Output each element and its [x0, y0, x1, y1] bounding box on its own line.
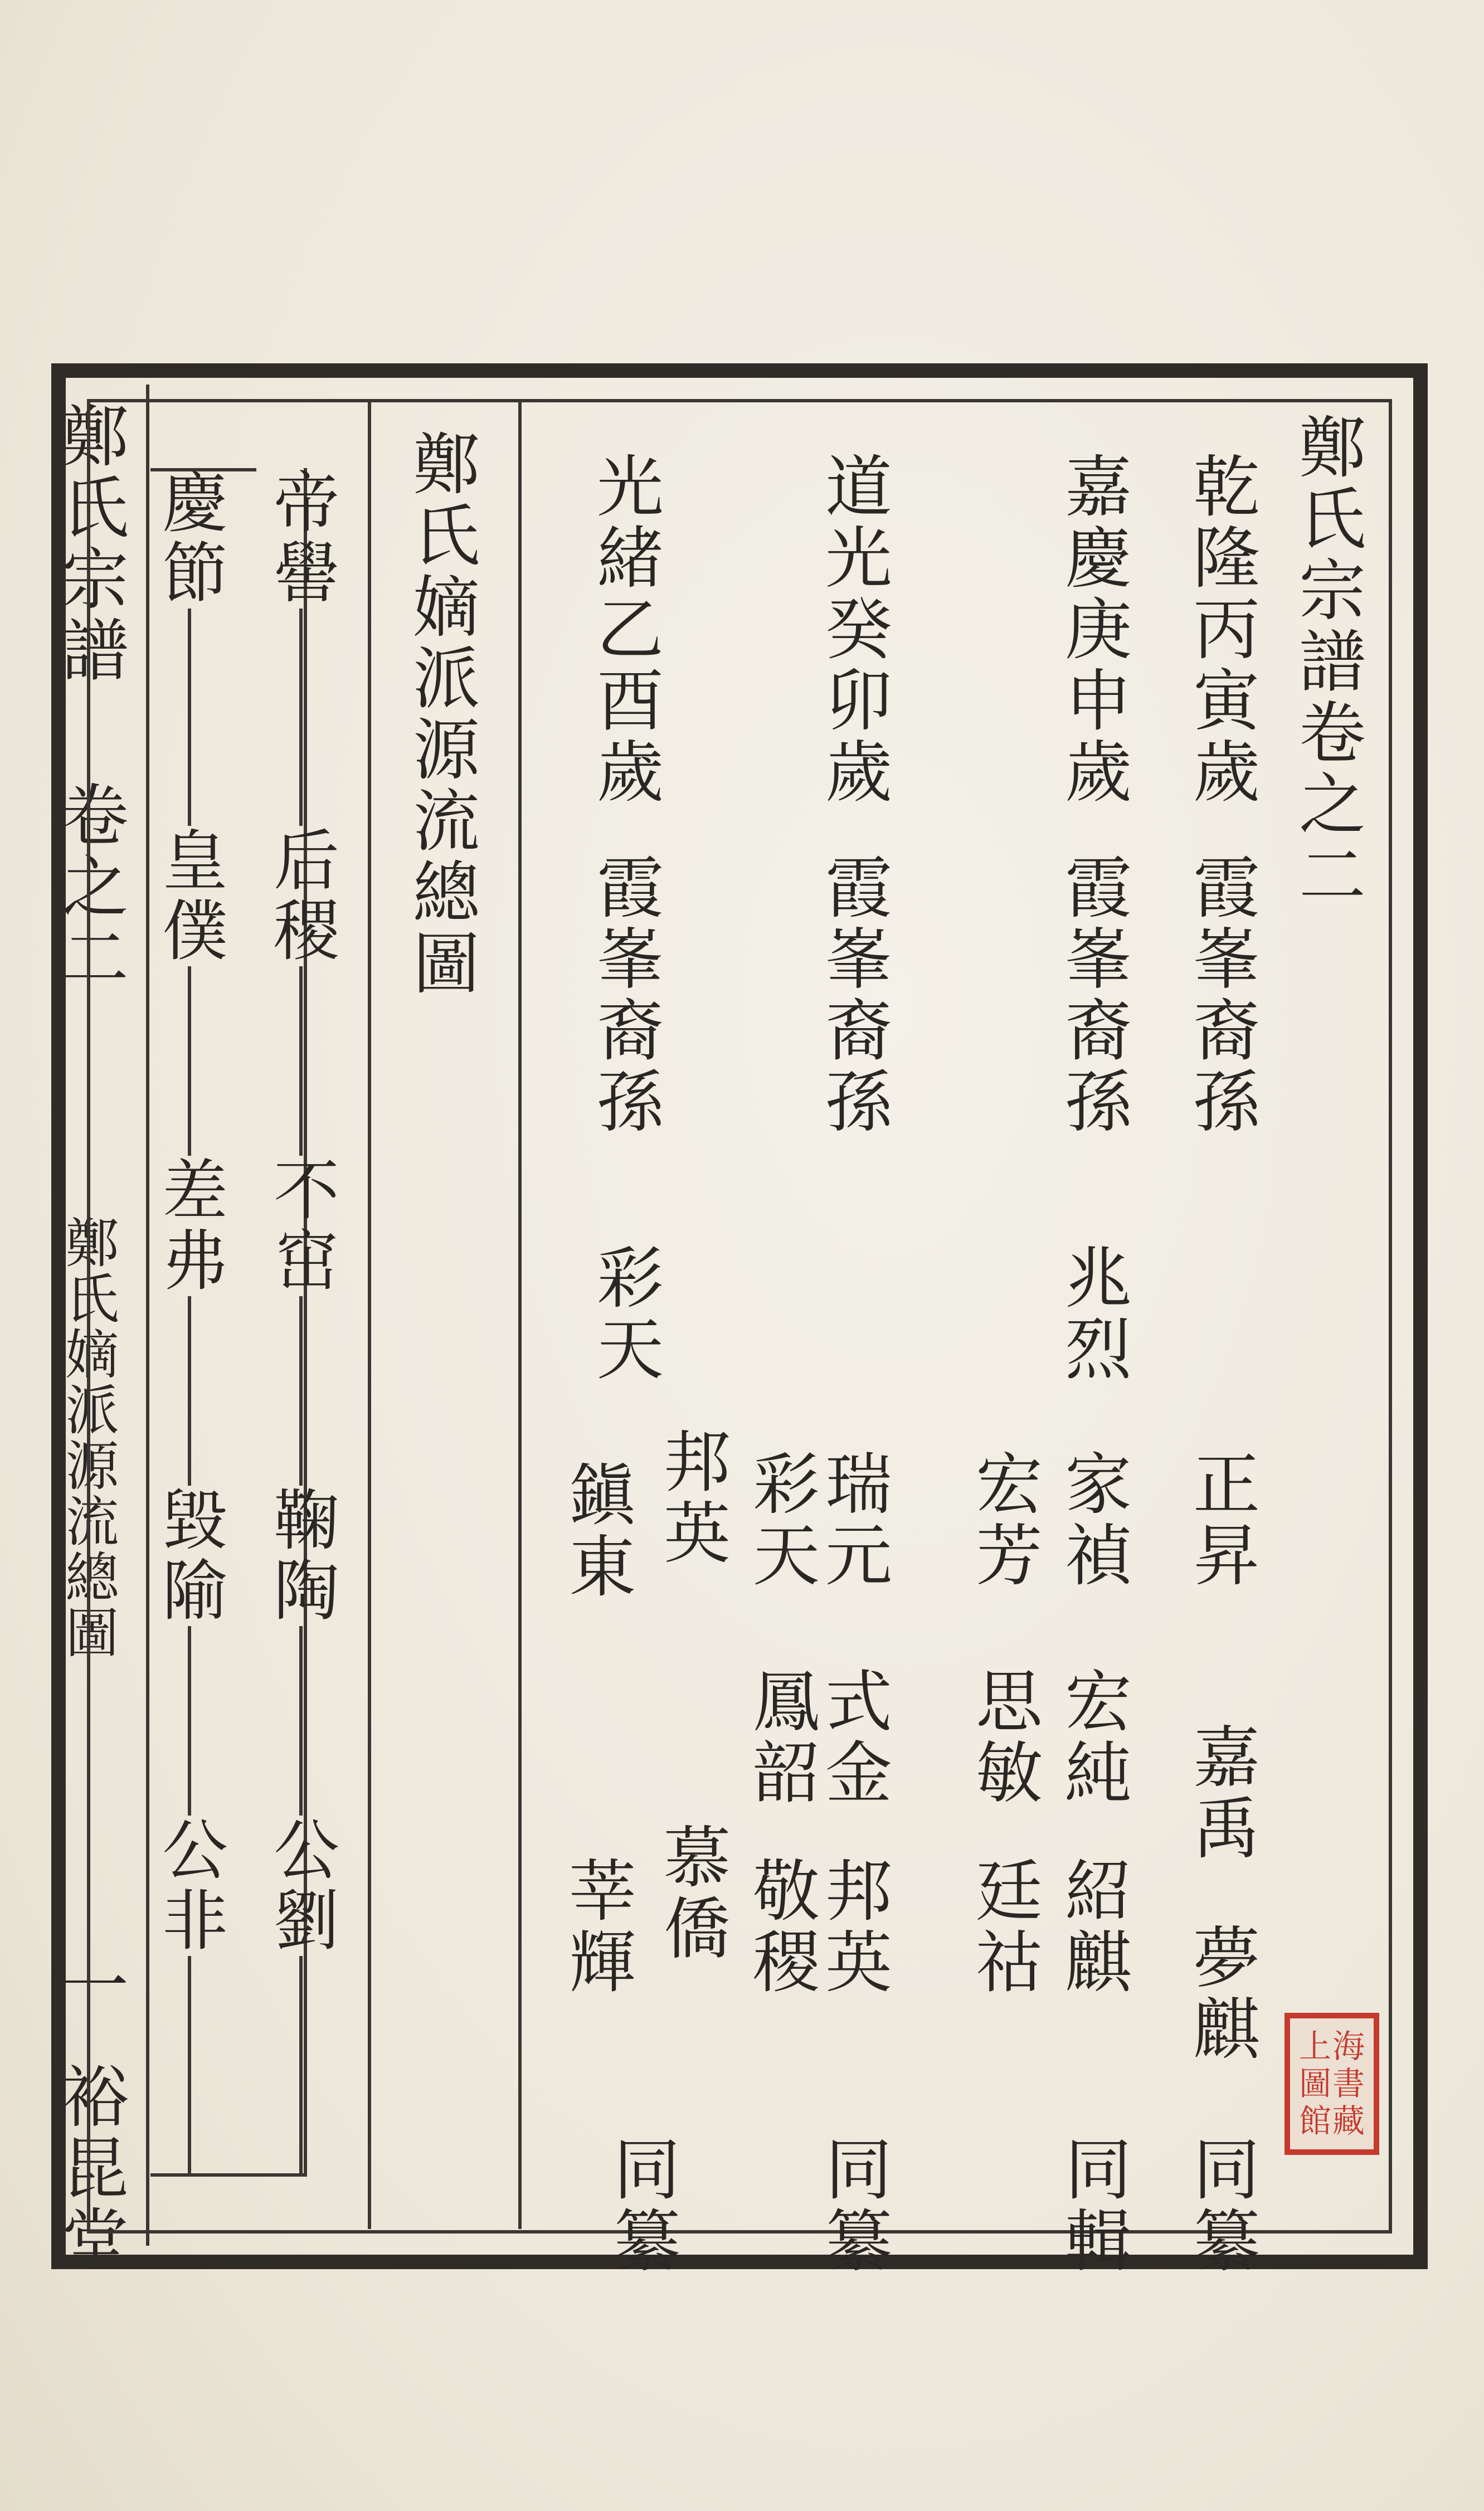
seal-char-2: 海: [1332, 2027, 1365, 2066]
spine-hall: 裕昆堂: [51, 2062, 128, 2276]
edition-2-era: 嘉慶庚申歲: [1054, 451, 1131, 808]
rule-chart: [368, 401, 371, 2229]
edition-4-name-2: 邦英: [653, 1427, 730, 1569]
lineage-1-link-4: [299, 1626, 303, 1816]
edition-4-author: 霞峯裔孫: [586, 853, 663, 1138]
spine-rule: [146, 385, 149, 2246]
edition-2b-name-2: 思敏: [965, 1666, 1042, 1809]
seal-char-3: 圖: [1298, 2065, 1331, 2103]
library-seal: [1284, 2013, 1379, 2155]
edition-1-name-2: 嘉禹: [1182, 1722, 1259, 1865]
edition-2b-name-1: 宏芳: [965, 1449, 1042, 1592]
seal-char-4: 書: [1332, 2065, 1365, 2103]
edition-4-name-3: 慕僑: [653, 1822, 730, 1965]
seal-char-5: 館: [1298, 2101, 1331, 2140]
lineage-2-link-5: [188, 1956, 191, 2173]
lineage-1-node-4: 鞠陶: [262, 1486, 339, 1626]
lineage-2-link-4: [188, 1626, 191, 1816]
lineage-1-node-3: 不窋: [262, 1156, 339, 1296]
edition-2-name-4: 紹麒: [1054, 1856, 1131, 1998]
spine-section: 鄭氏嫡派源流總圖: [57, 1215, 119, 1661]
edition-4-era: 光緒乙酉歲: [586, 451, 663, 808]
edition-2-name-2: 家禎: [1054, 1449, 1131, 1592]
edition-3-role: 同纂: [814, 2134, 892, 2277]
edition-1-name-1: 正昇: [1182, 1449, 1259, 1592]
edition-3b-name-1: 彩天: [742, 1449, 819, 1592]
edition-3-name-1: 瑞元: [814, 1449, 892, 1592]
edition-3-name-2: 式金: [814, 1666, 892, 1809]
lineage-2-link-3: [188, 1296, 191, 1486]
lineage-1-link-1: [299, 609, 303, 826]
edition-4b-name-2: 莘輝: [558, 1856, 635, 1998]
edition-3-era: 道光癸卯歲: [814, 451, 892, 808]
seal-char-6: 藏: [1332, 2101, 1365, 2140]
chart-title: 鄭氏嫡派源流總圖: [402, 429, 479, 1000]
rule-colophon: [518, 401, 522, 2229]
edition-3-author: 霞峯裔孫: [814, 853, 892, 1138]
lineage-1-node-5: 公劉: [262, 1816, 339, 1956]
spine-page: 一: [51, 1950, 128, 2022]
spine-volume: 卷之二: [51, 780, 128, 994]
edition-2-author: 霞峯裔孫: [1054, 853, 1131, 1138]
edition-3-name-3: 邦英: [814, 1856, 892, 1998]
lineage-1-link-5: [299, 1956, 303, 2173]
edition-1-role: 同纂: [1182, 2134, 1259, 2277]
edition-2-role: 同輯: [1054, 2134, 1131, 2277]
edition-3b-name-2: 鳳韶: [742, 1666, 819, 1809]
lineage-2: [150, 468, 228, 2173]
edition-4b-name-1: 鎭東: [558, 1460, 635, 1603]
edition-1-era: 乾隆丙寅歲: [1182, 451, 1259, 808]
lineage-1-node-1: 帝嚳: [262, 468, 339, 609]
lineage-1-link-2: [299, 966, 303, 1156]
lineage-1: [262, 468, 340, 2173]
lineage-2-node-5: 公非: [151, 1816, 228, 1956]
edition-2b-name-3: 廷祜: [965, 1856, 1042, 1998]
edition-2-name-3: 宏純: [1054, 1666, 1131, 1809]
edition-1-author: 霞峯裔孫: [1182, 853, 1259, 1138]
lineage-2-node-4: 毀隃: [151, 1486, 228, 1626]
lineage-2-node-2: 皇僕: [151, 826, 228, 966]
volume-title: 鄭氏宗譜卷之二: [1288, 412, 1365, 912]
edition-4-role: 同纂: [602, 2134, 680, 2277]
lineage-1-link-3: [299, 1296, 303, 1486]
edition-1-name-3: 夢麒: [1182, 1923, 1259, 2065]
lineage-2-node-1: 慶節: [151, 468, 228, 609]
lineage-2-node-3: 差弗: [151, 1156, 228, 1296]
seal-char-1: 上: [1298, 2027, 1331, 2066]
edition-3b-name-3: 敬稷: [742, 1856, 819, 1998]
edition-4-name-1: 彩天: [586, 1243, 663, 1385]
chart-bracket-bottom: [150, 2173, 306, 2177]
spine-title: 鄭氏宗譜: [51, 401, 128, 687]
lineage-2-link-1: [188, 609, 191, 826]
lineage-2-link-2: [188, 966, 191, 1156]
lineage-1-node-2: 后稷: [262, 826, 339, 966]
edition-2-name-1: 兆烈: [1054, 1243, 1131, 1385]
